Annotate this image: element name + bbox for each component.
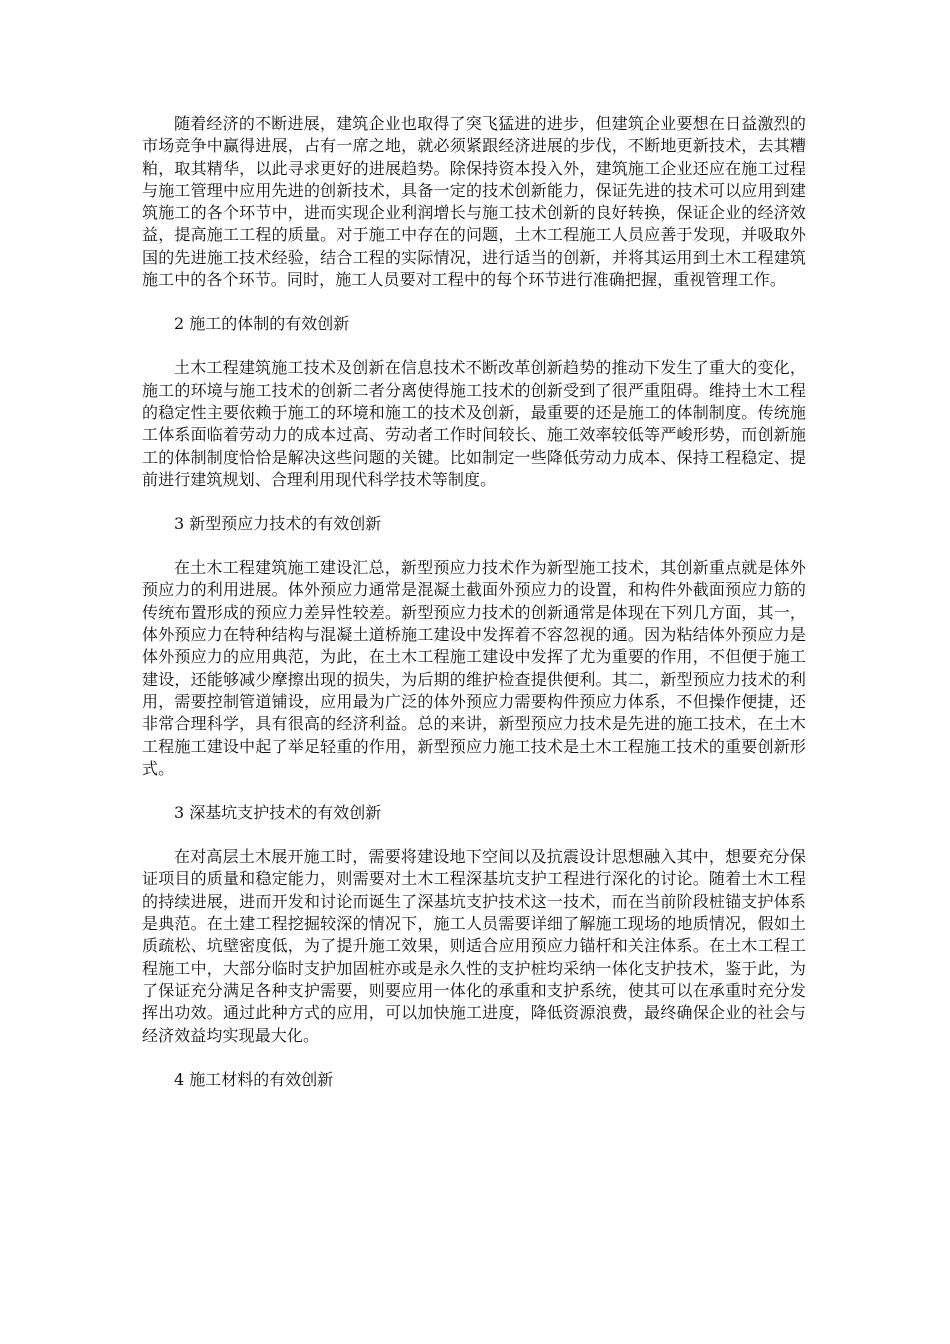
paragraph-system-innovation: 土木工程建筑施工技术及创新在信息技术不断改革创新趋势的推动下发生了重大的变化，施工的环境与施工技术的创新二者分离使得施工技术的创新受到了很严重阻碍。维持土木工程的稳定性主要依赖于施工的环境和施工的技术及创新，最重要的还是施工的体制制度。传统施工体系面临着劳动力的成本过高、劳动者工作时间较长、施工效率较低等严峻形势，而创新施工的体制制度恰恰是解决这些问题的关键。比如制定一些降低劳动力成本、保持工程稳定、提前进行建筑规划、合理利用现代科学技术等制度。: [142, 358, 806, 489]
spacer: [142, 535, 806, 557]
document-page: [142, 113, 806, 1091]
paragraph-foundation-pit-innovation: 在对高层土木展开施工时，需要将建设地下空间以及抗震设计思想融入其中，想要充分保证项目的质量和稳定能力，则需要对土木工程深基坑支护工程进行深化的讨论。随着土木工程的持续进展，进而开发和讨论而诞生了深基坑支护技术这一技术，而在当前阶段桩锚支护体系是典范。在土建工程挖掘较深的情况下，施工人员需要详细了解施工现场的地质情况，假如土质疏松、坑壁密度低，为了提升施工效果，则适合应用预应力锚杆和关注体系。在土木工程工程施工中，大部分临时支护加固桩亦或是永久性的支护桩均采纳一体化支护技术，鉴于此，为了保证充分满足各种支护需要，则要应用一体化的承重和支护系统，使其可以在承重时充分发挥出功效。通过此种方式的应用，可以加快施工进度，降低资源浪费，最终确保企业的社会与经济效益均实现最大化。: [142, 847, 806, 1045]
paragraph-prestress-innovation: 在土木工程建筑施工建设汇总，新型预应力技术作为新型施工技术，其创新重点就是体外预应力的利用进展。体外预应力通常是混凝土截面外预应力的设置，和构件外截面预应力筋的传统布置形成的预应力差异性较差。新型预应力技术的创新通常是体现在下列几方面，其一，体外预应力在特种结构与混凝土道桥施工建设中发挥着不容忽视的通。因为粘结体外预应力是体外预应力的应用典范，为此，在土木工程施工建设中发挥了尤为重要的作用，不但便于施工建设，还能够减少摩擦出现的损失，为后期的维护检查提供便利。其二，新型预应力技术的利用，需要控制管道铺设，应用最为广泛的体外预应力需要构件预应力体系，不但操作便捷，还非常合理科学，具有很高的经济利益。总的来讲，新型预应力技术是先进的施工技术，在土木工程施工建设中起了举足轻重的作用，新型预应力施工技术是土木工程施工技术的重要创新形式。: [142, 558, 806, 778]
section-heading-2: 2 施工的体制的有效创新: [174, 314, 350, 334]
section-heading-4: 4 施工材料的有效创新: [174, 1069, 334, 1089]
spacer: [142, 780, 806, 802]
section-heading-3b: 3 深基坑支护技术的有效创新: [174, 803, 382, 823]
paragraph-intro: 随着经济的不断进展，建筑企业也取得了突飞猛进的进步，但建筑企业要想在日益激烈的市场竞争中赢得进展，占有一席之地，就必须紧跟经济进展的步伐，不断地更新技术，去其糟粕，取其精华，以此寻求更好的进展趋势。除保持资本投入外，建筑施工企业还应在施工过程与施工管理中应用先进的创新技术，具备一定的技术创新能力，保证先进的技术可以应用到建筑施工的各个环节中，进而实现企业利润增长与施工技术创新的良好转换，保证企业的经济效益，提高施工工程的质量。对于施工中存在的问题，土木工程施工人员应善于发现，并吸取外国的先进施工技术经验，结合工程的实际情况，进行适当的创新，并将其运用到土木工程建筑施工中的各个环节。同时，施工人员要对工程中的每个环节进行准确把握，重视管理工作。: [142, 114, 806, 290]
section-heading-3a: 3 新型预应力技术的有效创新: [174, 514, 382, 534]
spacer: [142, 824, 806, 846]
spacer: [142, 335, 806, 357]
spacer: [142, 1047, 806, 1069]
spacer: [142, 491, 806, 513]
spacer: [142, 291, 806, 313]
